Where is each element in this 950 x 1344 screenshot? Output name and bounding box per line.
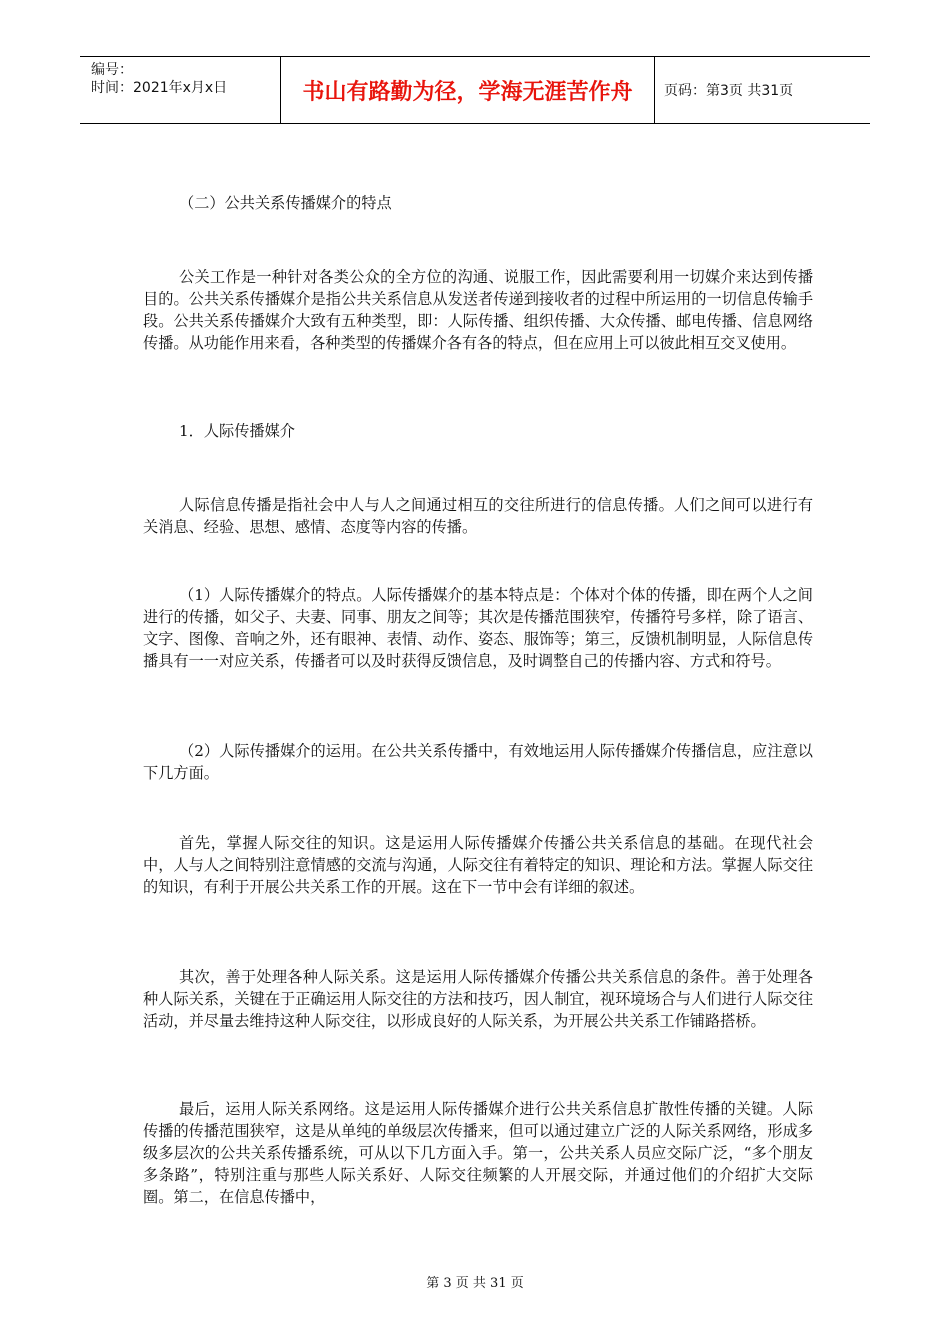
paragraph-interpersonal-definition: 人际信息传播是指社会中人与人之间通过相互的交往所进行的信息传播。人们之间可以进行有关消息、经验、思想、感情、态度等内容的传播。 bbox=[143, 496, 813, 536]
paragraph-media-overview: 公关工作是一种针对各类公众的全方位的沟通、说服工作，因此需要利用一切媒介来达到传播目的。公共关系传播媒介是指公共关系信息从发送者传递到接收者的过程中所运用的一切信息传输手段。公共关系传播媒介大致有五种类型，即：人际传播、组织传播、大众传播、邮电传播、信息网络传播。从功能作用来看，各种类型的传播媒介各有各的特点，但在应用上可以彼此相互交叉使用。 bbox=[143, 268, 813, 352]
paragraph-application: （2）人际传播媒介的运用。在公共关系传播中，有效地运用人际传播媒介传播信息，应注意以下几方面。 bbox=[143, 742, 813, 782]
paragraph-second: 其次，善于处理各种人际关系。这是运用人际传播媒介传播公共关系信息的条件。善于处理各种人际关系，关键在于正确运用人际交往的方法和技巧，因人制宜，视环境场合与人们进行人际交往活动，并尽量去维持这种人际交往，以形成良好的人际关系，为开展公共关系工作铺路搭桥。 bbox=[143, 968, 813, 1030]
paragraph-4-block bbox=[143, 740, 813, 784]
paragraph-first: 首先，掌握人际交往的知识。这是运用人际传播媒介传播公共关系信息的基础。在现代社会中，人与人之间特别注意情感的交流与沟通，人际交往有着特定的知识、理论和方法。掌握人际交往的知识，有利于开展公共关系工作的开展。这在下一节中会有详细的叙述。 bbox=[143, 834, 813, 896]
header-meta bbox=[80, 57, 281, 123]
page-footer: 第 3 页 共 31 页 bbox=[426, 1276, 524, 1291]
section-title: （二）公共关系传播媒介的特点 bbox=[179, 194, 392, 212]
paragraph-3-block bbox=[143, 584, 813, 672]
paragraph-last: 最后，运用人际关系网络。这是运用人际传播媒介进行公共关系信息扩散性传播的关键。人际传播的传播范围狭窄，这是从单纯的单级层次传播来，但可以通过建立广泛的人际关系网络，形成多级多层次的公共关系传播系统，可从以下几方面入手。第一，公共关系人员应交际广泛，“多个朋友多条路”，特别注重与那些人际关系好、人际交往频繁的人开展交际，并通过他们的介绍扩大交际圈。第二，在信息传播中， bbox=[143, 1100, 813, 1206]
header-page-info: 页码：第3页 共31页 bbox=[664, 83, 794, 99]
section-title-block bbox=[143, 192, 813, 214]
paragraph-6-block bbox=[143, 966, 813, 1032]
document-number-label: 编号： bbox=[91, 62, 133, 78]
subsection-title: 1．人际传播媒介 bbox=[179, 422, 295, 440]
paragraph-7-block bbox=[143, 1098, 813, 1208]
page-header bbox=[80, 56, 870, 124]
document-date: 时间：2021年x月x日 bbox=[91, 80, 228, 96]
paragraph-1-block bbox=[143, 266, 813, 354]
header-motto: 书山有路勤为径，学海无涯苦作舟 bbox=[281, 57, 655, 123]
paragraph-2-block bbox=[143, 494, 813, 538]
paragraph-characteristics: （1）人际传播媒介的特点。人际传播媒介的基本特点是：个体对个体的传播，即在两个人之间进行的传播，如父子、夫妻、同事、朋友之间等；其次是传播范围狭窄，传播符号多样，除了语言、文字、图像、音响之外，还有眼神、表情、动作、姿态、服饰等；第三，反馈机制明显，人际信息传播具有一一对应关系，传播者可以及时获得反馈信息，及时调整自己的传播内容、方式和符号。 bbox=[143, 586, 813, 670]
subsection-title-block bbox=[143, 420, 813, 442]
paragraph-5-block bbox=[143, 832, 813, 898]
